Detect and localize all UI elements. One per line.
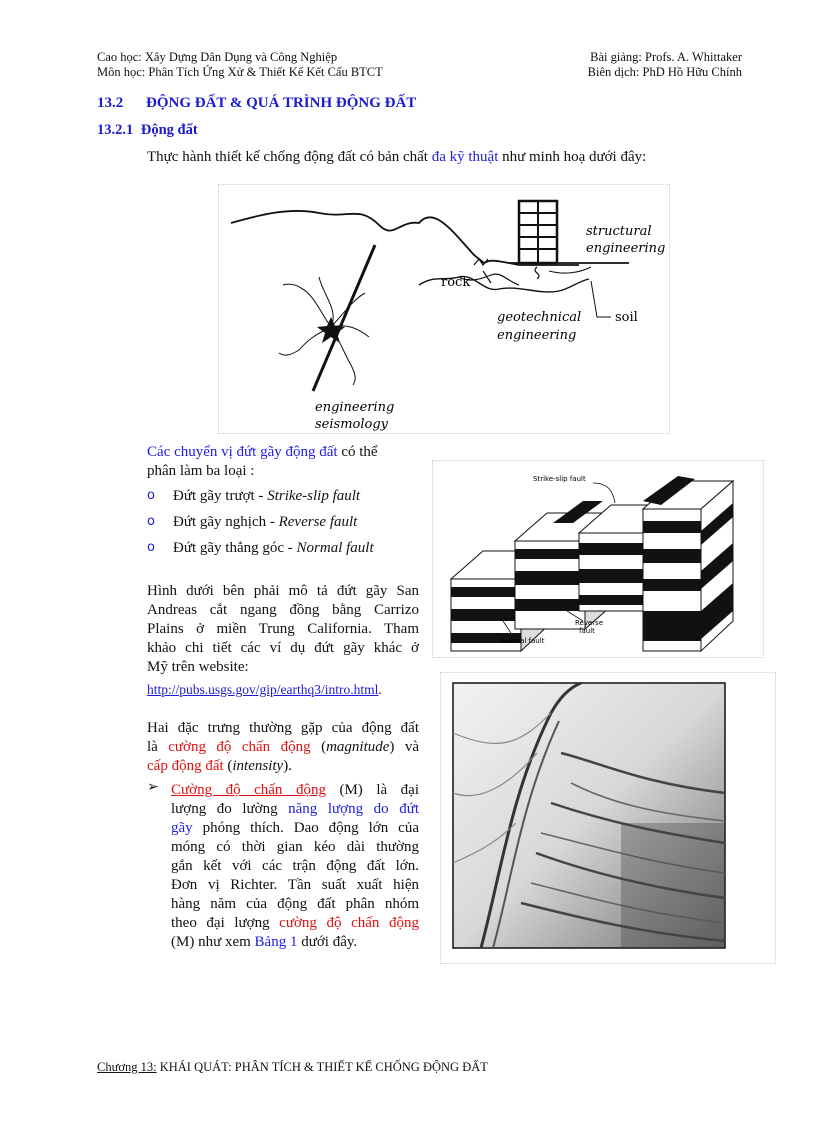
usgs-link[interactable]: http://pubs.usgs.gov/gip/earthq3/intro.html	[147, 682, 379, 697]
magnitude-line: Đơn vị Richter. Tần suất xuất hiện	[171, 877, 419, 893]
subsection-title: Động đất	[140, 122, 198, 138]
list-item	[147, 513, 417, 539]
magnitude-term: Cường độ chấn động	[171, 782, 326, 798]
magnitude-line: móng có thời gian kéo dài thường	[171, 839, 419, 855]
magnitude-line	[171, 933, 419, 952]
label-normal-fault: Normal fault	[501, 637, 545, 645]
multidisciplinary-sketch	[219, 185, 669, 433]
magnitude-line: hàng năm của động đất phân nhóm	[171, 896, 419, 912]
subsection-number: 13.2.1	[97, 122, 134, 138]
magnitude-line	[171, 781, 419, 800]
label-reverse-fault: fault	[579, 627, 595, 635]
header-subject: Môn học: Phân Tích Ứng Xử & Thiết Kế Kết Cấu BTCT	[97, 65, 383, 79]
text: dưới đây.	[297, 934, 358, 950]
characteristics-line2	[147, 738, 419, 757]
text: ) và	[389, 739, 419, 755]
magnitude-term: cường độ chấn động	[168, 739, 311, 755]
fault-types-figure	[432, 460, 764, 658]
text: phóng thích. Dao động lớn của	[192, 820, 419, 836]
bullet-circle-icon: o	[147, 514, 155, 529]
fault-intro-line2: phân làm ba loại :	[147, 462, 255, 479]
text: (M) là đại	[325, 782, 419, 798]
page-header	[97, 50, 742, 80]
list-item	[147, 539, 417, 565]
fault-type-en: Strike-slip fault	[267, 488, 361, 504]
text: ).	[283, 758, 292, 774]
magnitude-line	[171, 800, 419, 819]
footer-chapter: Chương 13:	[97, 1060, 157, 1074]
earthquake-focus-icon	[317, 317, 345, 343]
energy-term-end: gãy	[171, 820, 193, 836]
section-heading	[97, 95, 417, 112]
fault-intro	[147, 443, 407, 480]
section-title: ĐỘNG ĐẤT & QUÁ TRÌNH ĐỘNG ĐẤT	[146, 95, 417, 111]
label-reverse: Reverse	[575, 619, 604, 627]
san-andreas-line: Mỹ trên website:	[147, 659, 249, 675]
characteristics-line1: Hai đặc trưng thường gặp của động đất	[147, 720, 419, 736]
label-rock: rock	[441, 275, 471, 290]
bullet-circle-icon: o	[147, 540, 155, 555]
label-soil: soil	[615, 310, 638, 325]
fault-intro-highlight: Các chuyển vị đứt gãy động đất	[147, 444, 338, 460]
text: lượng đo lường	[171, 801, 289, 817]
text: (	[223, 758, 233, 774]
fault-intro-text: có thể	[337, 444, 378, 460]
subsection-heading	[97, 122, 198, 139]
label-geotechnical: geotechnical	[497, 310, 582, 325]
usgs-link-line	[147, 682, 382, 698]
section-number: 13.2	[97, 95, 124, 111]
san-andreas-paragraph	[147, 582, 419, 677]
intro-paragraph	[147, 148, 646, 167]
link-period: .	[378, 682, 382, 697]
magnitude-arrow-icon: ➢	[147, 779, 159, 795]
label-structural: structural	[586, 224, 652, 239]
fault-type-vi: Đứt gãy trượt -	[173, 488, 268, 504]
table-1-link[interactable]: Bảng 1	[254, 934, 298, 950]
energy-term: năng lượng do đứt	[288, 801, 419, 817]
text: (	[310, 739, 327, 755]
list-item	[147, 487, 417, 513]
header-translator: Biên dịch: PhD Hồ Hữu Chính	[587, 65, 742, 79]
fault-type-vi: Đứt gãy thẳng góc -	[173, 540, 297, 556]
intensity-en: intensity	[232, 758, 284, 774]
intro-text: Thực hành thiết kế chống động đất có bản chất	[147, 149, 432, 165]
fault-type-en: Normal fault	[296, 540, 374, 556]
label-seismology: seismology	[315, 417, 388, 432]
aerial-photo	[441, 673, 775, 963]
magnitude-line: gắn kết với các trận động đất lớn.	[171, 858, 419, 874]
san-andreas-line: khảo chi tiết các ví dụ đứt gãy khác ở	[147, 640, 419, 656]
fault-type-vi: Đứt gãy nghịch -	[173, 514, 279, 530]
text: theo đại lượng	[171, 915, 280, 931]
magnitude-term-ref: cường độ chấn động	[279, 915, 419, 931]
san-andreas-line: Plains ở miền Trung California. Tham	[147, 621, 419, 637]
multidisciplinary-figure	[218, 184, 670, 434]
intensity-term: cấp động đất	[147, 758, 224, 774]
san-andreas-photo	[440, 672, 776, 964]
text: là	[147, 739, 169, 755]
header-lecturer: Bài giảng: Profs. A. Whittaker	[590, 50, 742, 64]
characteristics-paragraph	[147, 719, 419, 776]
label-engineering: engineering	[315, 400, 395, 415]
intro-text-end: như minh hoạ dưới đây:	[498, 149, 647, 165]
characteristics-line3	[147, 757, 419, 776]
header-course: Cao học: Xây Dựng Dân Dụng và Công Nghiệp	[97, 50, 338, 64]
fault-types-list	[147, 487, 417, 565]
label-geotechnical-engineering: engineering	[497, 328, 577, 343]
fault-type-en: Reverse fault	[278, 514, 358, 530]
magnitude-line	[171, 819, 419, 838]
label-strike-slip: Strike-slip fault	[533, 475, 586, 483]
building-icon	[519, 201, 557, 279]
magnitude-en: magnitude	[326, 739, 390, 755]
fault-block-diagram	[433, 461, 763, 657]
san-andreas-line: Andreas cắt ngang đồng bằng Carrizo	[147, 602, 419, 618]
magnitude-line	[171, 914, 419, 933]
san-andreas-line: Hình dưới bên phải mô tả đứt gãy San	[147, 583, 419, 599]
text: (M) như xem	[171, 934, 255, 950]
bullet-circle-icon: o	[147, 488, 155, 503]
intro-highlight: đa kỹ thuật	[431, 149, 499, 165]
page-footer	[97, 1060, 488, 1075]
footer-title: KHÁI QUÁT: PHÂN TÍCH & THIẾT KẾ CHỐNG ĐỘNG ĐẤT	[156, 1060, 488, 1074]
header-right	[588, 50, 742, 80]
magnitude-paragraph	[171, 781, 419, 952]
label-structural-engineering: engineering	[586, 241, 666, 256]
